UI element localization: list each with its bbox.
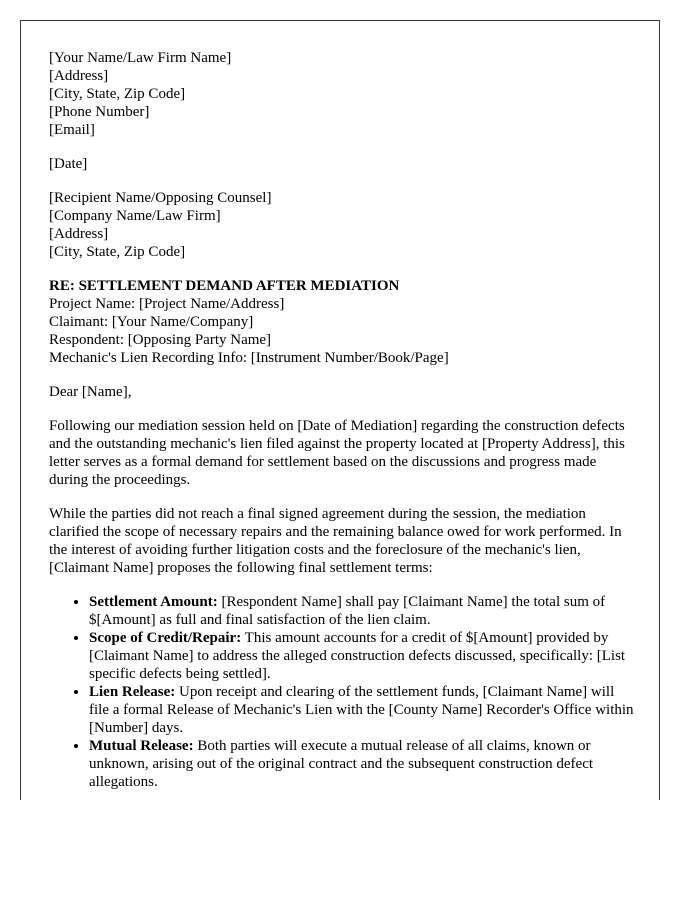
list-item-mutual-release: [89, 737, 634, 791]
recipient-block: [49, 189, 634, 261]
body-paragraph-1: Following our mediation session held on [Date of Mediation] regarding the construction defects and the outstanding mechanic's lien filed against the property located at [Property Address], this letter serves as a formal demand for settlement based on the discussions and progress made during the proceedings.: [49, 418, 625, 488]
term-label: Lien Release:: [89, 684, 176, 700]
term-label: Settlement Amount:: [89, 594, 218, 610]
claimant-line: Claimant: [Your Name/Company]: [49, 314, 254, 330]
letter-date: [Date]: [49, 156, 88, 172]
term-text: Upon receipt and clearing of the settlement funds, [Claimant Name] will file a formal Release of Mechanic's Lien with the [County Name] Recorder's Office within [Number] days.: [89, 684, 634, 736]
term-text: This amount accounts for a credit of $[Amount] provided by [Claimant Name] to address the alleged construction defects discussed, specifically: [List specific defects being settled].: [89, 630, 626, 682]
body-paragraph-2: While the parties did not reach a final signed agreement during the session, the mediation clarified the scope of necessary repairs and the remaining balance owed for work performed. In the interest of avoiding further litigation costs and the foreclosure of the mechanic's lien, [Claimant Name] proposes the following final settlement terms:: [49, 506, 622, 576]
sender-city-state-zip: [City, State, Zip Code]: [49, 86, 186, 102]
settlement-terms-list: [49, 593, 634, 791]
recipient-name: [Recipient Name/Opposing Counsel]: [49, 190, 272, 206]
lien-info-line: Mechanic's Lien Recording Info: [Instrument Number/Book/Page]: [49, 350, 449, 366]
sender-email: [Email]: [49, 122, 95, 138]
subject-block: [49, 277, 634, 367]
sender-block: [49, 49, 634, 139]
recipient-address: [Address]: [49, 226, 109, 242]
list-item-scope-of-credit: [89, 629, 634, 683]
term-label: Scope of Credit/Repair:: [89, 630, 242, 646]
recipient-city-state-zip: [City, State, Zip Code]: [49, 244, 186, 260]
project-name-line: Project Name: [Project Name/Address]: [49, 296, 285, 312]
sender-name: [Your Name/Law Firm Name]: [49, 50, 232, 66]
letter-page: [20, 20, 660, 800]
subject-heading: RE: SETTLEMENT DEMAND AFTER MEDIATION: [49, 278, 400, 294]
list-item-lien-release: [89, 683, 634, 737]
term-text: Both parties will execute a mutual release of all claims, known or unknown, arising out of the original contract and the subsequent construction defect allegations.: [89, 738, 594, 790]
term-label: Mutual Release:: [89, 738, 194, 754]
date-block: [49, 155, 634, 173]
list-item-settlement-amount: [89, 593, 634, 629]
sender-address: [Address]: [49, 68, 109, 84]
recipient-company: [Company Name/Law Firm]: [49, 208, 221, 224]
salutation: Dear [Name],: [49, 384, 132, 400]
term-text: [Respondent Name] shall pay [Claimant Name] the total sum of $[Amount] as full and final satisfaction of the lien claim.: [89, 594, 606, 628]
sender-phone: [Phone Number]: [49, 104, 150, 120]
letter-content: [49, 49, 634, 791]
respondent-line: Respondent: [Opposing Party Name]: [49, 332, 272, 348]
